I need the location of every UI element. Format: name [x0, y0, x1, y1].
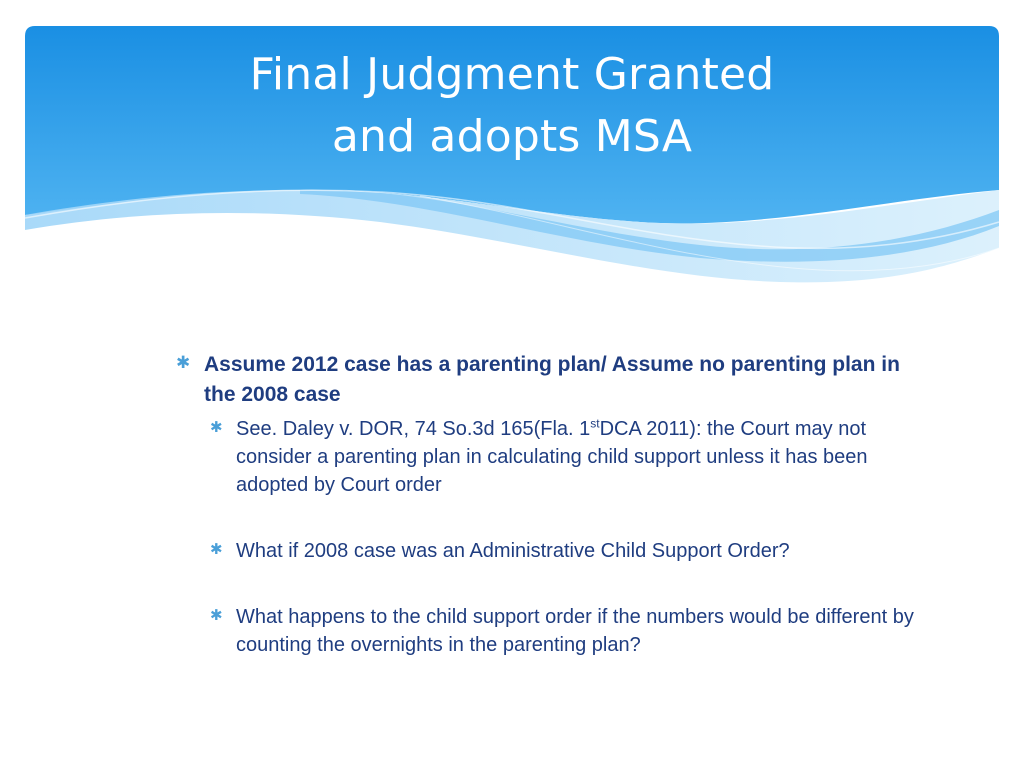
citation-pre: See. Daley v. DOR, 74 So.3d 165(Fla. 1 — [236, 418, 591, 440]
asterisk-bullet-icon: ✱ — [210, 541, 223, 558]
list-item — [176, 603, 936, 659]
sub-bullet-admin-order: What if 2008 case was an Administrative Child Support Order? — [236, 540, 790, 562]
title-line-2: and adopts MSA — [331, 111, 693, 162]
list-item — [176, 350, 936, 410]
asterisk-bullet-icon: ✱ — [210, 607, 223, 624]
asterisk-bullet-icon: ✱ — [210, 419, 223, 436]
main-bullet-text: Assume 2012 case has a parenting plan/ Assume no parenting plan in the 2008 case — [204, 353, 900, 406]
title-line-1: Final Judgment Granted — [249, 49, 775, 100]
header-banner — [0, 0, 1024, 300]
page-title — [0, 44, 1024, 168]
sub-bullet-citation — [236, 415, 936, 499]
sub-bullet-overnights: What happens to the child support order if the numbers would be different by counting the overnights in the parenting plan? — [236, 606, 914, 656]
list-item — [176, 415, 936, 499]
citation-post: DCA 2011): the Court may not consider a parenting plan in calculating child support unless it has been adopted by Court order — [236, 418, 868, 496]
citation-sup: st — [590, 416, 600, 431]
list-item — [176, 537, 936, 565]
slide-body — [176, 350, 936, 659]
asterisk-bullet-icon: ✱ — [176, 353, 191, 372]
